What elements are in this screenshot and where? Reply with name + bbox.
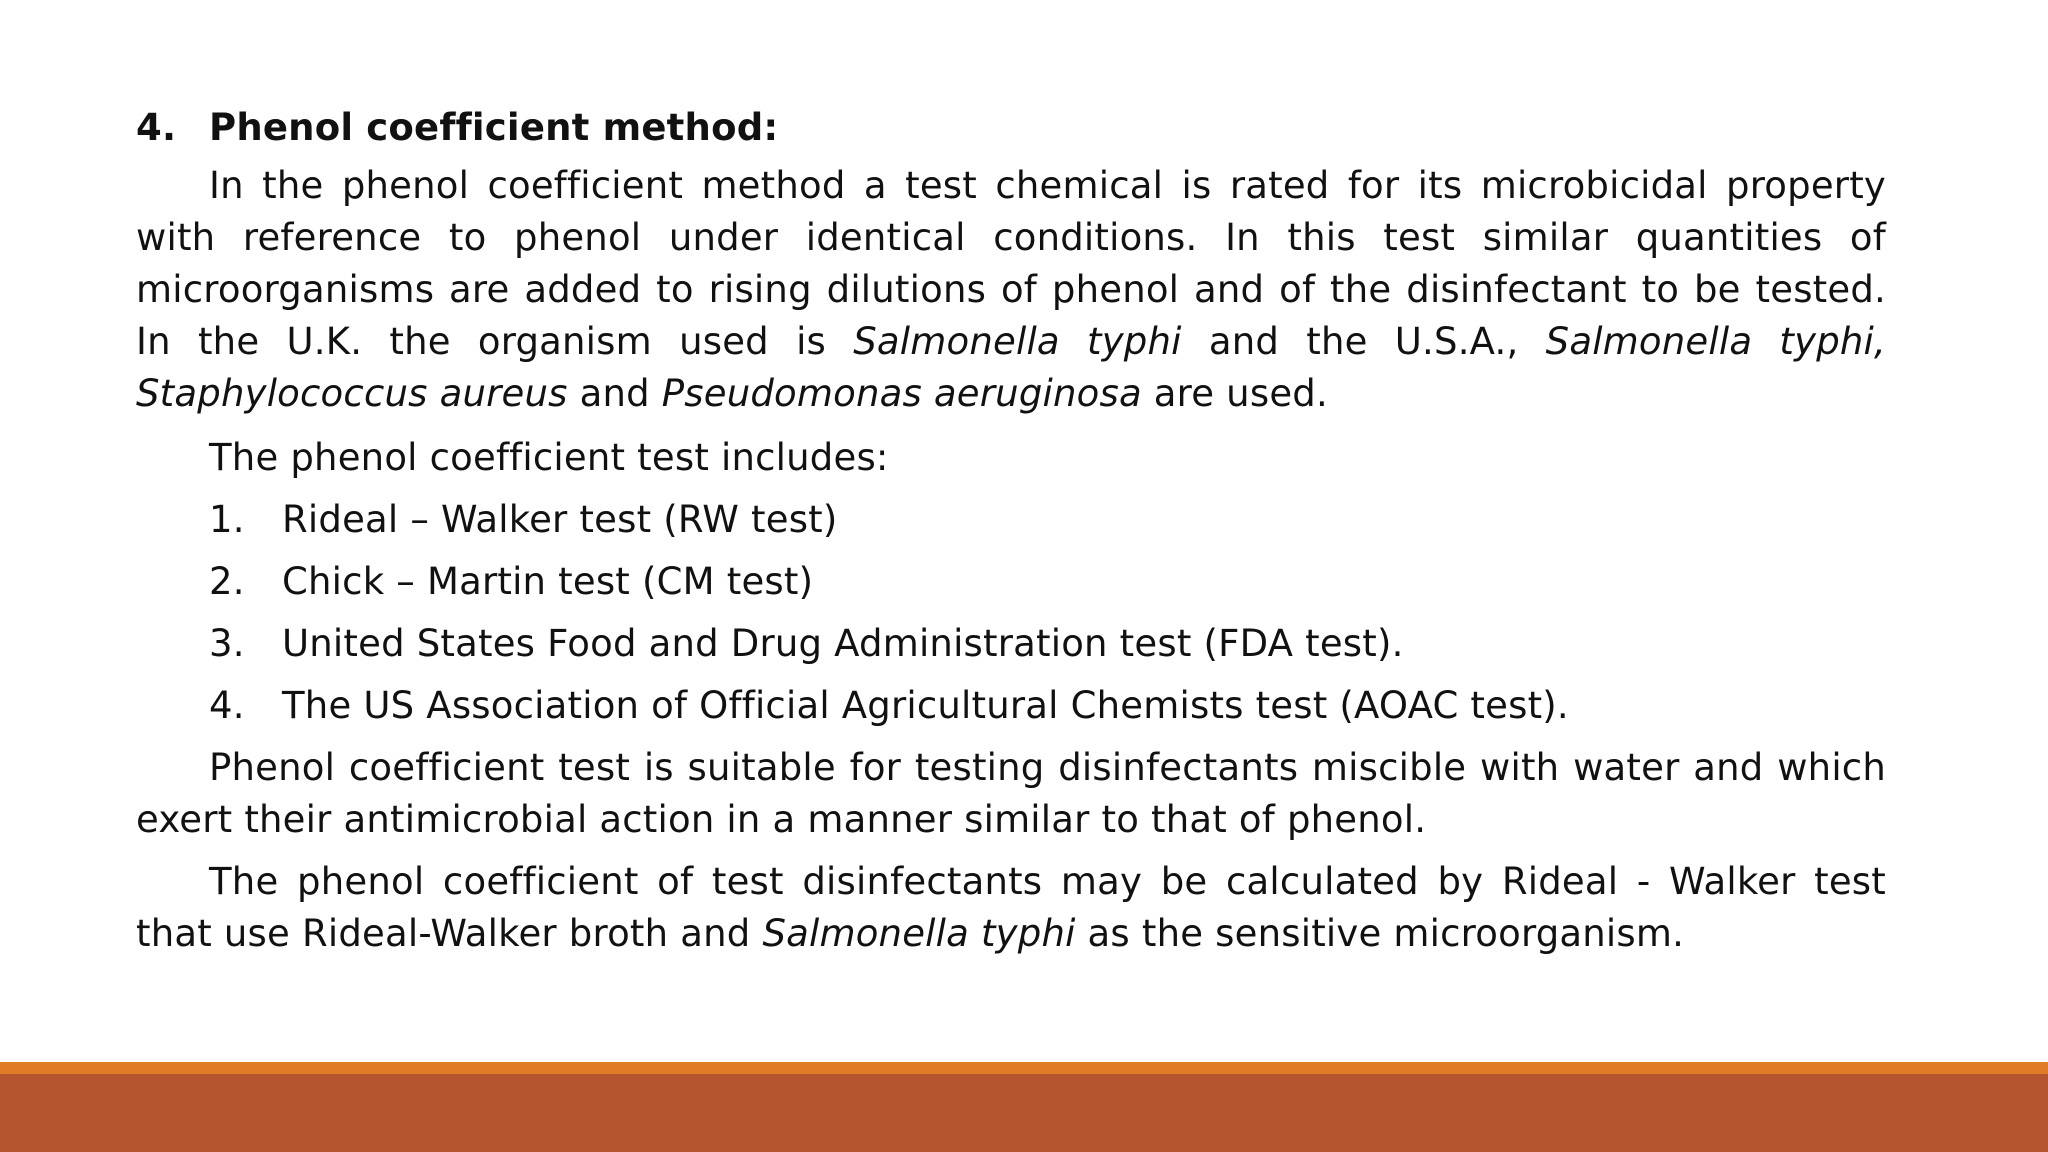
list-item-text: Chick – Martin test (CM test): [282, 560, 814, 603]
paragraph-intro: [136, 160, 1886, 420]
paragraph-suitability: Phenol coefficient test is suitable for testing disinfectants miscible with water and which exert their antimicrobial action in a manner similar to that of phenol.: [136, 746, 1886, 841]
organism-name: Pseudomonas aeruginosa: [661, 372, 1142, 415]
list-item: [209, 556, 1886, 608]
text-run: and: [567, 372, 662, 415]
text-run: as the sensitive microorganism.: [1075, 912, 1685, 955]
list-item-text: The US Association of Official Agricultural Chemists test (AOAC test).: [282, 684, 1569, 727]
list-item-number: 2.: [209, 560, 245, 603]
test-list: [136, 494, 1886, 732]
organism-name: Staphylococcus aureus: [136, 372, 568, 415]
list-item-number: 4.: [209, 684, 245, 727]
footer-band: [0, 1074, 2048, 1152]
text-run: The phenol coefficient of test disinfectants may be calculated by Rideal - Walker test that use Rideal-Walker broth and: [136, 860, 1886, 955]
list-item-number: 3.: [209, 622, 245, 665]
section-number: 4.: [136, 106, 177, 149]
list-intro: The phenol coefficient test includes:: [209, 436, 889, 479]
section-heading: [136, 102, 1886, 154]
organism-name: Salmonella typhi,: [1545, 320, 1886, 363]
section-title: Phenol coefficient method:: [209, 106, 779, 149]
text-run: and the U.S.A.,: [1181, 320, 1546, 363]
footer-accent-stripe: [0, 1062, 2048, 1074]
list-item-text: United States Food and Drug Administration test (FDA test).: [282, 622, 1404, 665]
list-item: [209, 680, 1886, 732]
text-run: In the phenol coefficient method a test chemical is rated for its microbicidal property with reference to phenol under identical conditions. In this test similar quantities of microorganisms are added to rising dilutions of phenol and of the disinfectant to be tested. In the U.K. the organism used is: [136, 164, 1886, 363]
list-item-text: Rideal – Walker test (RW test): [282, 498, 838, 541]
list-item: [209, 494, 1886, 546]
organism-name: Salmonella typhi: [853, 320, 1182, 363]
document-body: [136, 102, 1886, 960]
text-run: are used.: [1141, 372, 1328, 415]
list-item: [209, 618, 1886, 670]
list-item-number: 1.: [209, 498, 245, 541]
organism-name: Salmonella typhi: [762, 912, 1076, 955]
paragraph-calculation: [136, 856, 1886, 960]
